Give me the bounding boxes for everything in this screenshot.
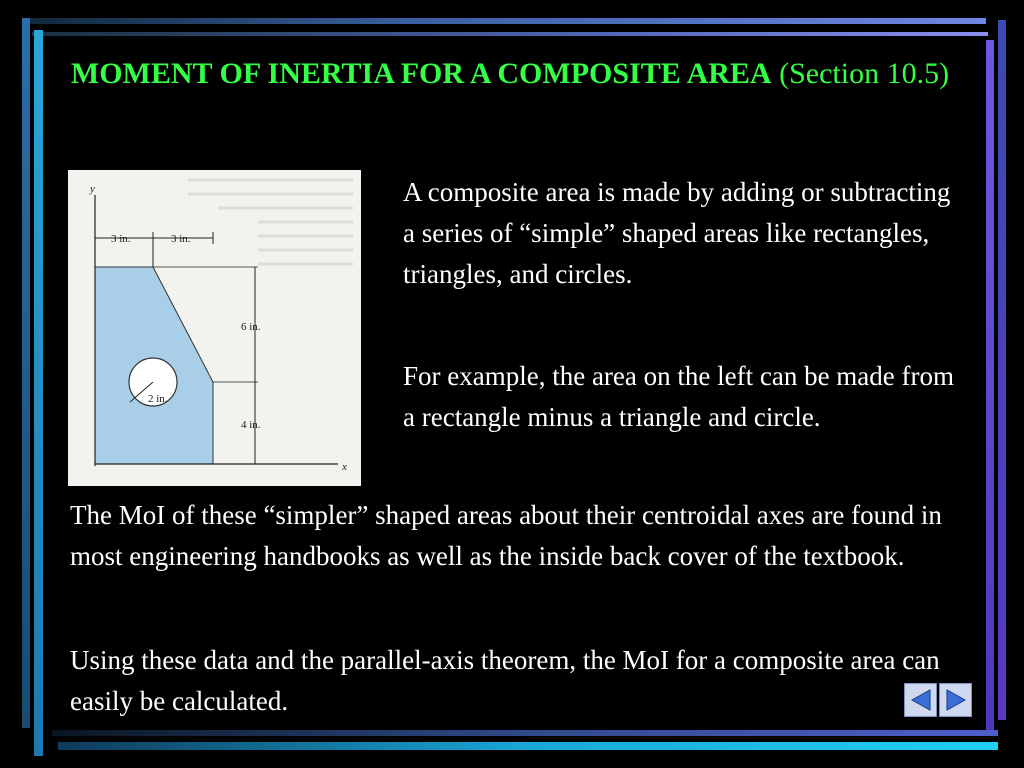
dim-top-right-label: 3 in. [171, 233, 191, 245]
decorative-left-bar [22, 18, 30, 728]
decorative-bottom-bar [52, 730, 998, 736]
decorative-top-bar-inner [32, 32, 988, 36]
triangle-left-icon [909, 687, 933, 713]
paragraph-parallel-axis: Using these data and the parallel-axis theorem, the MoI for a composite area can easily be calculated. [70, 645, 940, 716]
decorative-bottom-bar-inner [58, 742, 998, 750]
paragraph-composite-definition: A composite area is made by adding or subtracting a series of “simple” shaped areas like rectangles, triangles, and circles. [403, 177, 951, 289]
slide-title [40, 54, 980, 94]
dim-right-upper-label: 6 in. [241, 321, 261, 333]
decorative-top-bar [22, 18, 986, 24]
dim-right-lower-label: 4 in. [241, 419, 261, 431]
x-axis-label: x [342, 461, 347, 473]
background-text-lines [188, 180, 353, 264]
previous-slide-button[interactable] [904, 683, 937, 717]
paragraph-example: For example, the area on the left can be made from a rectangle minus a triangle and circle. [403, 361, 955, 432]
decorative-right-bar-inner [986, 40, 994, 730]
composite-area-figure [68, 170, 361, 486]
decorative-left-bar-inner [34, 30, 43, 756]
paragraph-moi-handbooks: The MoI of these “simpler” shaped areas about their centroidal axes are found in most engineering handbooks as well as the inside back cover of the textbook. [70, 500, 942, 571]
decorative-right-bar [998, 20, 1006, 720]
dim-radius-label: 2 in. [148, 393, 168, 405]
slide-navigation [904, 683, 974, 717]
composite-area-diagram [68, 170, 361, 486]
next-slide-button[interactable] [939, 683, 972, 717]
dim-top-left-label: 3 in. [111, 233, 131, 245]
triangle-right-icon [944, 687, 968, 713]
slide-title-section: (Section 10.5) [771, 57, 950, 90]
y-axis-label: y [90, 183, 95, 195]
slide-title-main: MOMENT OF INERTIA FOR A COMPOSITE AREA [70, 57, 772, 90]
